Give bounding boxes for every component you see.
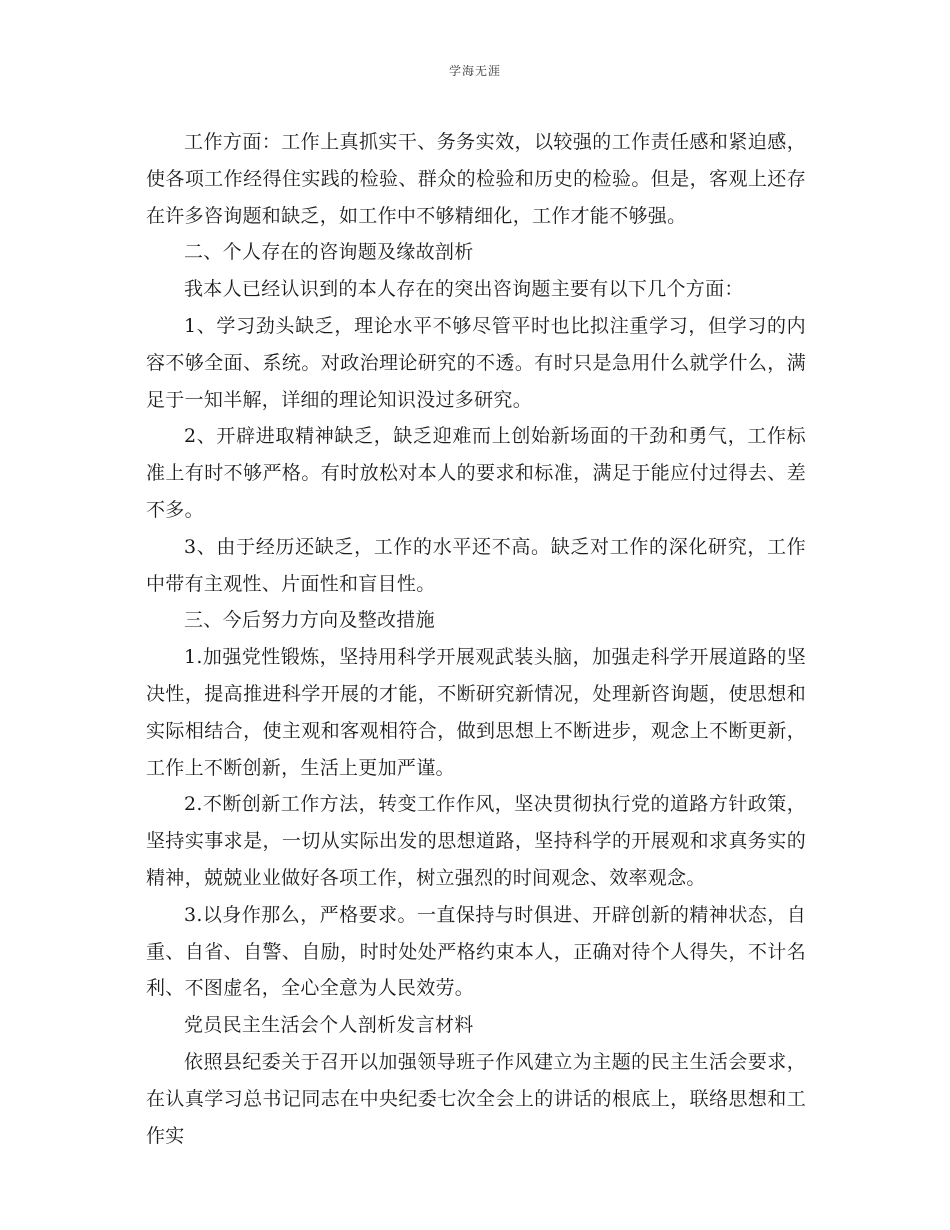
paragraph-measure-3: 3.以身作那么，严格要求。一直保持与时俱进、开辟创新的精神状态，自重、自省、自警、自励，时时处处严格约束本人，正确对待个人得失，不计名利、不图虚名，全心全意为人民效劳。 (146, 903, 806, 1000)
document-body (146, 124, 806, 1154)
paragraph-measure-2: 2.不断创新工作方法，转变工作作风，坚决贯彻执行党的道路方针政策，坚持实事求是，一切从实际出发的思想道路，坚持科学的开展观和求真务实的精神，兢兢业业做好各项工作，树立强烈的时间观念、效率观念。 (146, 793, 806, 889)
paragraph-speech-intro: 依照县纪委关于召开以加强领导班子作风建立为主题的民主生活会要求，在认真学习总书记同志在中央纪委七次全会上的讲话的根底上，联络思想和工作实 (146, 1050, 806, 1147)
paragraph-problem-2: 2、开辟进取精神缺乏，缺乏迎难而上创始新场面的干劲和勇气，工作标准上有时不够严格。有时放松对本人的要求和标准，满足于能应付过得去、差不多。 (146, 425, 806, 521)
paragraph-problem-1: 1、学习劲头缺乏，理论水平不够尽管平时也比拟注重学习，但学习的内容不够全面、系统。对政治理论研究的不透。有时只是急用什么就学什么，满足于一知半解，详细的理论知识没过多研究。 (146, 314, 806, 411)
page-header: 学海无涯 (448, 64, 501, 78)
paragraph-measure-1: 1.加强党性锻炼，坚持用科学开展观武装头脑，加强走科学开展道路的坚决性，提高推进科学开展的才能，不断研究新情况，处理新咨询题，使思想和实际相结合，使主观和客观相符合，做到思想上不断进步，观念上不断更新，工作上不断创新，生活上更加严谨。 (146, 646, 806, 779)
section-heading-measures: 三、今后努力方向及整改措施 (184, 609, 435, 632)
section-heading-problems: 二、个人存在的咨询题及缘故剖析 (184, 241, 474, 264)
section-heading-speech: 党员民主生活会个人剖析发言材料 (184, 1014, 474, 1037)
paragraph-work-aspect: 工作方面：工作上真抓实干、务务实效，以较强的工作责任感和紧迫感，使各项工作经得住实践的检验、群众的检验和历史的检验。但是，客观上还存在许多咨询题和缺乏，如工作中不够精细化，工作才能不够强。 (146, 131, 806, 227)
paragraph-problem-3: 3、由于经历还缺乏，工作的水平还不高。缺乏对工作的深化研究，工作中带有主观性、片面性和盲目性。 (146, 535, 806, 595)
paragraph-intro-problems: 我本人已经认识到的本人存在的突出咨询题主要有以下几个方面： (184, 278, 744, 301)
